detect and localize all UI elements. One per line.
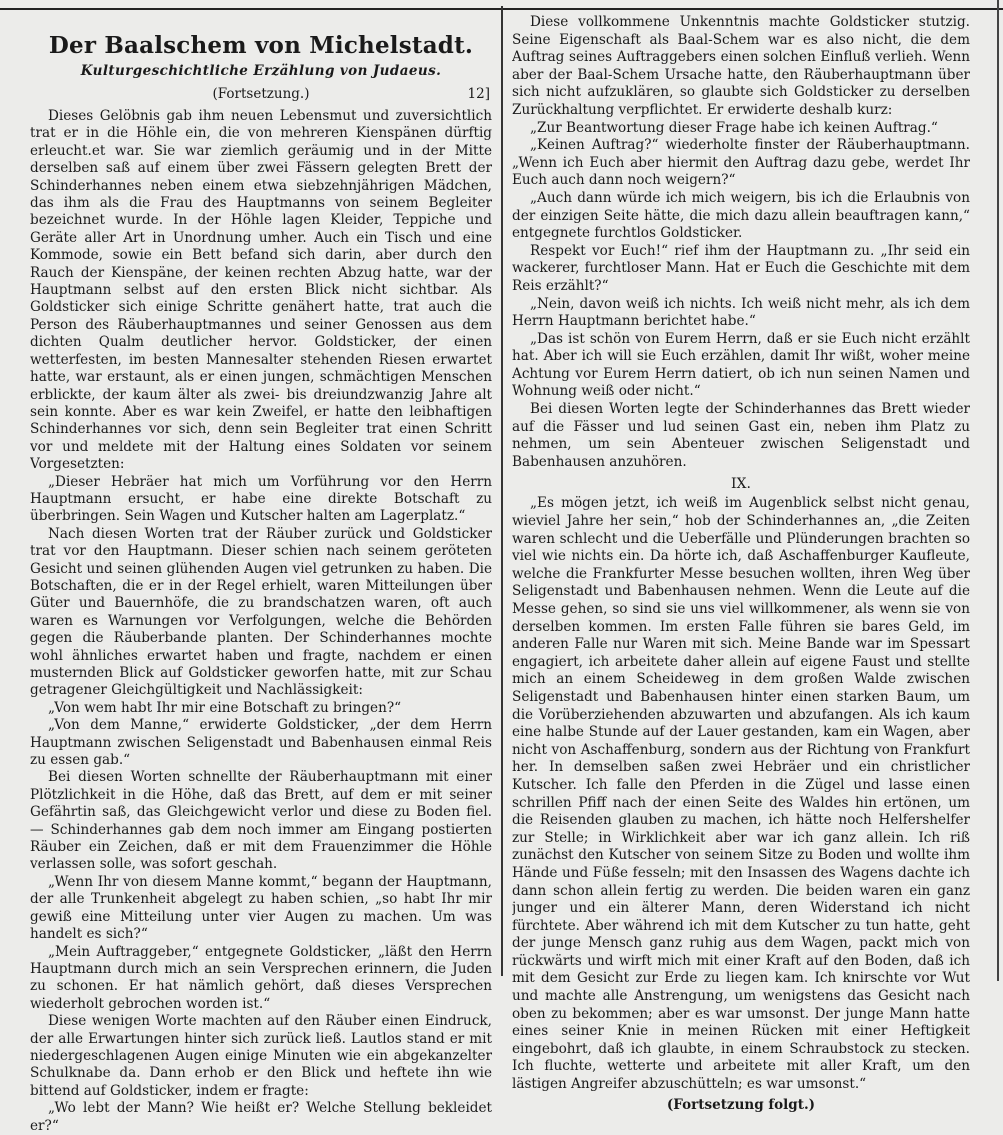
continuation-label: (Fortsetzung.) bbox=[212, 86, 310, 102]
paragraph: „Wo lebt der Mann? Wie heißt er? Welche Stellung bekleidet er?“ bbox=[30, 1100, 492, 1134]
paragraph: „Von dem Manne,“ erwiderte Goldsticker, „der dem Herrn Hauptmann zwischen Seligenstadt und Babenhausen einmal Reis zu essen gab.“ bbox=[30, 717, 492, 769]
continuation-row bbox=[30, 84, 492, 104]
paragraph: „Keinen Auftrag?“ wiederholte finster der Räuberhauptmann. „Wenn ich Euch aber hiermit den Auftrag dazu gebe, werdet Ihr Euch auch dann noch weigern?“ bbox=[512, 137, 970, 189]
to-be-continued: (Fortsetzung folgt.) bbox=[666, 1096, 816, 1113]
paragraph: Diese vollkommene Unkenntnis machte Goldsticker stutzig. Seine Eigenschaft als Baal-Schem war es also nicht, die dem Auftrag seines Auftraggebers einen solchen Einfluß verlieh. Wenn aber der Baal-Schem Ursache hatte, den Räuberhauptmann über sich nicht aufzuklären, so glaubte sich Goldsticker zu derselben Zurückhaltung verpflichtet. Er erwiderte deshalb kurz: bbox=[512, 14, 970, 118]
installment-number: 12] bbox=[467, 86, 490, 102]
paragraph: „Mein Auftraggeber,“ entgegnete Goldsticker, „läßt den Herrn Hauptmann durch mich an sein Versprechen erinnern, die Juden zu schonen. Er hat nämlich gehört, daß dieses Versprechen wiederholt gebrochen worden ist.“ bbox=[30, 943, 492, 1012]
paragraph: Nach diesen Worten trat der Räuber zurück und Goldsticker trat vor den Hauptmann. Dieser schien nach seinem geröteten Gesicht und seinen glühenden Augen viel getrunken zu haben. Die Botschaften, die er in der Regel erhielt, waren Mitteilungen über Güter und Bauernhöfe, die zu brandschatzen waren, oft auch waren es Warnungen vor Verfolgungen, welche die Behörden gegen die Räuberbande planten. Der Schinderhannes mochte wohl ähnliches erwartet haben und fragte, nachdem er einen musternden Blick auf Goldsticker geworfen hatte, mit zur Schau getragener Gleichgültigkeit und Nachlässigkeit: bbox=[30, 525, 492, 699]
article-subtitle: Kulturgeschichtliche Erzählung von Judaeus. bbox=[80, 63, 442, 79]
section-number: IX. bbox=[731, 476, 751, 493]
paragraph: „Auch dann würde ich mich weigern, bis ich die Erlaubnis von der einzigen Seite hätte, die mich dazu allein beauftragen kann,“ entgegnete furchtlos Goldsticker. bbox=[512, 189, 970, 242]
right-column bbox=[512, 14, 970, 1114]
article-title: Der Baalschem von Michelstadt. bbox=[48, 32, 474, 59]
paragraph: Respekt vor Euch!“ rief ihm der Hauptmann zu. „Ihr seid ein wackerer, furchtloser Mann. Hat er Euch die Geschichte mit dem Reis erzählt?“ bbox=[512, 242, 970, 294]
paragraph: „Das ist schön von Eurem Herrn, daß er sie Euch nicht erzählt hat. Aber ich will sie Euch erzählen, damit Ihr wißt, woher meine Achtung vor Eurem Herrn datiert, ob ich nun seinen Namen und Wohnung weiß oder nicht.“ bbox=[512, 330, 970, 400]
paragraph: Dieses Gelöbnis gab ihm neuen Lebensmut und zuversichtlich trat er in die Höhle ein, die von mehreren Kienspänen dürftig erleucht.et war. Sie war ziemlich geräumig und in der Mitte derselben saß auf einem über zwei Fässern gelegten Brett der Schinderhannes neben einem etwa siebzehnjährigen Mädchen, das ihm als die Frau des Hauptmanns von seinem Begleiter bezeichnet wurde. In der Höhle lagen Kleider, Teppiche und Geräte aller Art in Unordnung umher. Auch ein Tisch und eine Kommode, sowie ein Bett befand sich darin, aber durch den Rauch der Kienspäne, der keinen rechten Abzug hatte, war der Hauptmann selbst auf den ersten Blick nicht sichtbar. Als Goldsticker sich einige Schritte genähert hatte, trat auch die Person des Räuberhauptmannes und seiner Genossen aus dem dichten Qualm deutlicher hervor. Goldsticker, der einen wetterfesten, im besten Mannesalter stehenden Riesen erwartet hatte, war erstaunt, als er einen jungen, schmächtigen Menschen erblickte, der kaum älter als zwei- bis dreiundzwanzig Jahre alt sein konnte. Aber es war kein Zweifel, er hatte den leibhaftigen Schinderhannes vor sich, denn sein Begleiter trat einen Schritt vor und meldete mit der Haltung eines Soldaten vor seinem Vorgesetzten: bbox=[30, 108, 492, 473]
paragraph: Bei diesen Worten legte der Schinderhannes das Brett wieder auf die Fässer und lud seinen Gast ein, neben ihm Platz zu nehmen, um sein Abenteuer zwischen Seligenstadt und Babenhausen anzuhören. bbox=[512, 401, 970, 470]
paragraph: „Dieser Hebräer hat mich um Vorführung vor den Herrn Hauptmann ersucht, er habe eine direkte Botschaft zu überbringen. Sein Wagen und Kutscher halten am Lagerplatz.“ bbox=[30, 473, 492, 525]
paragraph: „Es mögen jetzt, ich weiß im Augenblick selbst nicht genau, wieviel Jahre her sein,“ hob der Schinderhannes an, „die Zeiten waren schlecht und die Ueberfälle und Plünderungen brachten so viel wie nichts ein. Da hörte ich, daß Aschaffenburger Kaufleute, welche die Frankfurter Messe besuchen wollten, ihren Weg über Seligenstadt und Babenhausen nehmen. Wenn die Leute auf die Messe gehen, so sind sie uns viel willkommener, als wenn sie von derselben kommen. Im ersten Falle führen sie bares Geld, im anderen Falle nur Waren mit sich. Meine Bande war im Spessart engagiert, ich arbeitete daher allein auf eigene Faust und stellte mich an einem Scheideweg in dem großen Walde zwischen Seligenstadt und Babenhausen hinter einen starken Baum, um die Vorüberziehenden abzuwarten und abzufangen. Als ich kaum eine halbe Stunde auf der Lauer gestanden, kam ein Wagen, aber nicht von Aschaffenburg, sondern aus der Richtung von Frankfurt her. In demselben saßen zwei Hebräer und ein christlicher Kutscher. Ich falle den Pferden in die Zügel und lasse einen schrillen Pfiff nach der einen Seite des Waldes hin ertönen, um die Reisenden glauben zu machen, ich hätte noch Helfershelfer zur Stelle; in Wirklichkeit aber war ich ganz allein. Ich riß zunächst den Kutscher von seinem Sitze zu Boden und wollte ihm Hände und Füße fesseln; mit den Insassen des Wagens dachte ich dann schon allein fertig zu werden. Die beiden waren ein ganz junger und ein älterer Mann, deren Widerstand ich nicht fürchtete. Aber während ich mit dem Kutscher zu tun hatte, geht der junge Mensch ganz ruhig aus dem Wagen, packt mich von rückwärts und wirft mich mit einer Kraft auf den Boden, daß ich mit dem Gesicht zur Erde zu liegen kam. Ich knirschte vor Wut und machte alle Anstrengung, um wenigstens das Gesicht nach oben zu bekommen; aber es war umsonst. Der junge Mann hatte eines seiner Knie in meinen Rücken mit einer Heftigkeit eingebohrt, daß ich glaubte, in einem Schraubstock zu stecken. Ich fluchte, wetterte und arbeitete mit aller Kraft, um den lästigen Angreifer abzuschütteln; es war umsonst.“ bbox=[512, 495, 970, 1093]
paragraph: „Nein, davon weiß ich nichts. Ich weiß nicht mehr, als ich dem Herrn Hauptmann berichtet habe.“ bbox=[512, 295, 970, 330]
page-edge-rule bbox=[997, 0, 999, 981]
paragraph: „Zur Beantwortung dieser Frage habe ich keinen Auftrag.“ bbox=[530, 119, 938, 136]
paragraph: Diese wenigen Worte machten auf den Räuber einen Eindruck, der alle Erwartungen hinter sich zurück ließ. Lautlos stand er mit niedergeschlagenen Augen einige Minuten wie ein abgekanzelter Schulknabe da. Dann erhob er den Blick und heftete ihn wie bittend auf Goldsticker, indem er fragte: bbox=[30, 1013, 492, 1099]
left-column bbox=[30, 14, 492, 1135]
paragraph: „Von wem habt Ihr mir eine Botschaft zu bringen?“ bbox=[48, 699, 402, 716]
paragraph: „Wenn Ihr von diesem Manne kommt,“ begann der Hauptmann, der alle Trunkenheit abgelegt zu haben schien, „so habt Ihr mir gewiß eine Mitteilung unter vier Augen zu machen. Um was handelt es sich?“ bbox=[30, 873, 492, 943]
paragraph: Bei diesen Worten schnellte der Räuberhauptmann mit einer Plötzlichkeit in die Höhe, daß das Brett, auf dem er mit seiner Gefährtin saß, das Gleichgewicht verlor und diese zu Boden fiel. — Schinderhannes gab dem noch immer am Eingang postierten Räuber ein Zeichen, daß er mit dem Frauenzimmer die Höhle verlassen solle, was sofort geschah. bbox=[30, 769, 492, 873]
column-divider bbox=[501, 6, 503, 976]
